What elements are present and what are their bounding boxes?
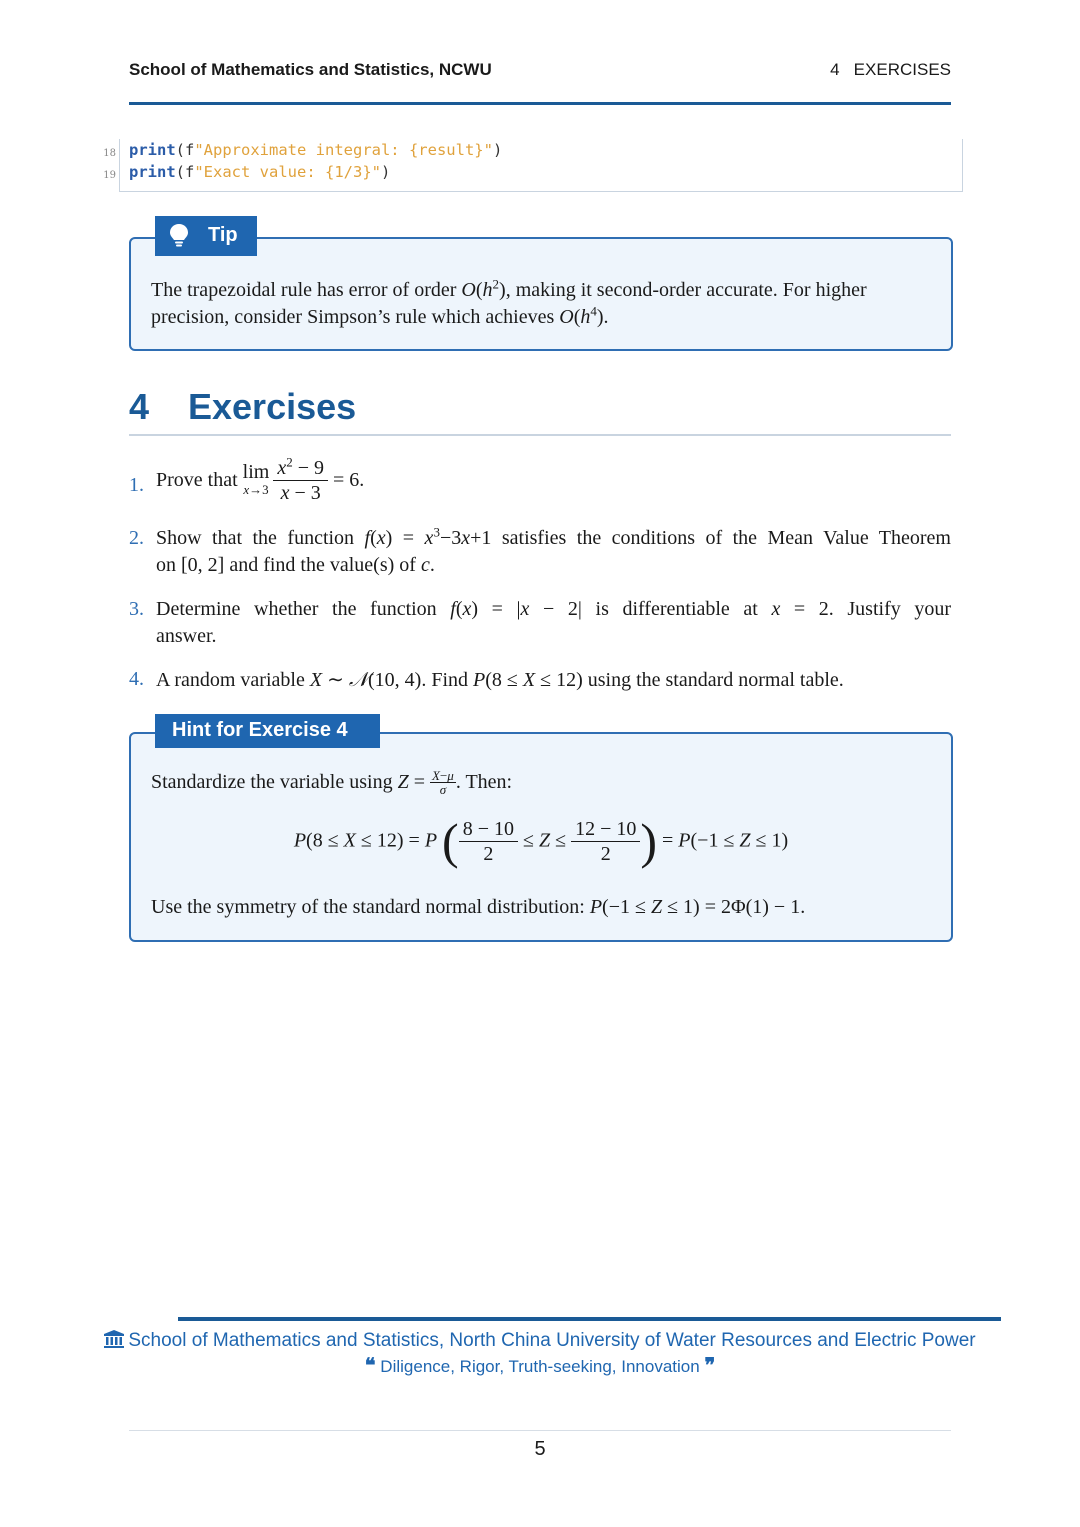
header-section-label: 4 EXERCISES	[830, 60, 951, 79]
exercise-number: 1.	[129, 474, 144, 496]
exercise-number: 4.	[129, 668, 144, 690]
tip-text: The trapezoidal rule has error of order	[151, 279, 462, 301]
math-expr: $O(h^4)$	[559, 303, 604, 328]
tip-title: Tip	[208, 224, 238, 246]
exercise-item	[129, 666, 951, 696]
lightbulb-icon	[169, 223, 189, 247]
math-expr: P(8 ≤ X ≤ 12)	[473, 669, 583, 691]
lim-operator: lim x→3	[242, 460, 270, 497]
section-heading	[129, 386, 951, 436]
exercise-line: on [0, 2] and find the value(s) of c.	[156, 554, 435, 576]
exercise-text-part: . Find	[421, 669, 474, 691]
exercise-line	[156, 525, 951, 552]
code-keyword: print	[129, 163, 176, 181]
math-expr: X ∼ 𝒩(10, 4)	[309, 667, 422, 691]
code-string: "Approximate integral: {result}"	[194, 141, 493, 159]
code-punct: (f	[175, 163, 195, 181]
line-number: 18	[103, 148, 116, 159]
hint-text: . Then:	[455, 770, 513, 793]
exercise-text-part: Show that the function	[156, 527, 365, 549]
code-punct: )	[492, 141, 503, 159]
code-keyword: print	[129, 141, 176, 159]
hint-text: Standardize the variable using	[151, 770, 398, 793]
math-expr: $f(x) = x^3-3x+1$	[364, 524, 492, 549]
fraction: $\frac{8 - 10}{2}$	[459, 817, 518, 866]
close-quote-icon: ❞	[704, 1353, 716, 1377]
exercise-text	[156, 666, 951, 694]
open-quote-icon: ❝	[364, 1353, 376, 1377]
fraction: $\frac{12 - 10}{2}$	[571, 817, 640, 866]
exercise-number: 2.	[129, 527, 144, 549]
tip-text-line-2	[151, 304, 609, 331]
footer-rule	[178, 1317, 1001, 1321]
fraction: $\frac{x^2 - 9}{x - 3}$	[273, 456, 328, 505]
exercise-text-part: Prove that	[156, 469, 243, 491]
code-string: "Exact value: {1/3}"	[194, 163, 381, 181]
code-listing	[103, 139, 963, 192]
page-header	[129, 60, 951, 105]
fraction: $\frac{X-\mu}{\sigma}$	[432, 767, 454, 797]
page-number: 5	[534, 1438, 546, 1460]
exercise-text-part: is differentiable at	[581, 598, 772, 620]
footer-motto-line	[0, 1353, 1080, 1377]
exercise-text-part: on	[156, 554, 181, 576]
code-lines	[129, 139, 502, 183]
university-icon	[104, 1330, 124, 1348]
line-numbers	[102, 143, 116, 187]
hint-title-tab	[155, 714, 380, 748]
tip-text: .	[603, 306, 609, 328]
math-expr: $O(h^2)$	[461, 276, 506, 301]
code-punct: )	[380, 163, 391, 181]
display-equation: P(8 ≤ X ≤ 12) = P ( $\frac{8 - 10}{2}$ ≤ Z ≤ $\frac{12 - 10}{2}$ ) = P(−1 ≤ Z ≤ 1)	[293, 813, 789, 869]
section-number: 4	[129, 386, 150, 427]
section-title: Exercises	[188, 386, 357, 427]
footer-institution: School of Mathematics and Statistics, North China University of Water Resources and Electric Power	[128, 1330, 976, 1351]
math-expr: f(x) = |x − 2|	[450, 598, 582, 620]
footer-motto: Diligence, Rigor, Truth-seeking, Innovation	[380, 1357, 700, 1376]
code-punct: (f	[175, 141, 195, 159]
code-line	[129, 161, 502, 183]
exercise-text: Prove that lim x→3 $\frac{x^2 - 9}{x - 3}$ = 6.	[156, 454, 365, 504]
hint-title: Hint for Exercise 4	[172, 719, 348, 741]
footer-institution-line	[0, 1330, 1080, 1352]
footer-divider	[129, 1430, 951, 1431]
exercise-line: Determine whether the function f(x) = |x − 2| is differentiable at x = 2. Justify your	[156, 598, 951, 620]
exercise-text	[156, 596, 951, 650]
exercise-text-part: using the standard normal table.	[582, 669, 844, 691]
exercise-text-part: Determine whether the function	[156, 598, 451, 620]
exercise-text-part: satisfies the conditions of the Mean Value Theorem	[491, 527, 951, 549]
hint-text-line-1: Standardize the variable using Z = $\frac{X-\mu}{\sigma}$ . Then:	[151, 767, 513, 797]
code-line	[129, 139, 502, 161]
line-number: 19	[103, 170, 116, 181]
exercise-item	[129, 525, 951, 581]
exercise-line: answer.	[156, 625, 217, 647]
tip-text: precision, consider Simpson’s rule which achieves	[151, 306, 560, 328]
exercise-number: 3.	[129, 598, 144, 620]
hint-box	[129, 732, 953, 942]
hint-text: Use the symmetry of the standard normal distribution:	[151, 896, 590, 918]
header-left-title: School of Mathematics and Statistics, NCWU	[129, 60, 492, 79]
tip-title-tab	[155, 216, 257, 256]
exercise-text	[156, 525, 951, 579]
tip-text-line-1	[151, 277, 867, 304]
exercise-item	[129, 596, 951, 652]
exercise-text-part: A random variable	[156, 669, 310, 691]
exercise-text-part: . Justify your	[828, 598, 951, 620]
math-expr: P(−1 ≤ Z ≤ 1) = 2Φ(1) − 1.	[589, 896, 806, 918]
exercise-text-part: and find the value(s) of	[224, 554, 421, 576]
exercise-item	[129, 456, 951, 512]
hint-text-line-3	[151, 894, 805, 921]
tip-text: , making it second-order accurate. For higher	[505, 279, 867, 301]
